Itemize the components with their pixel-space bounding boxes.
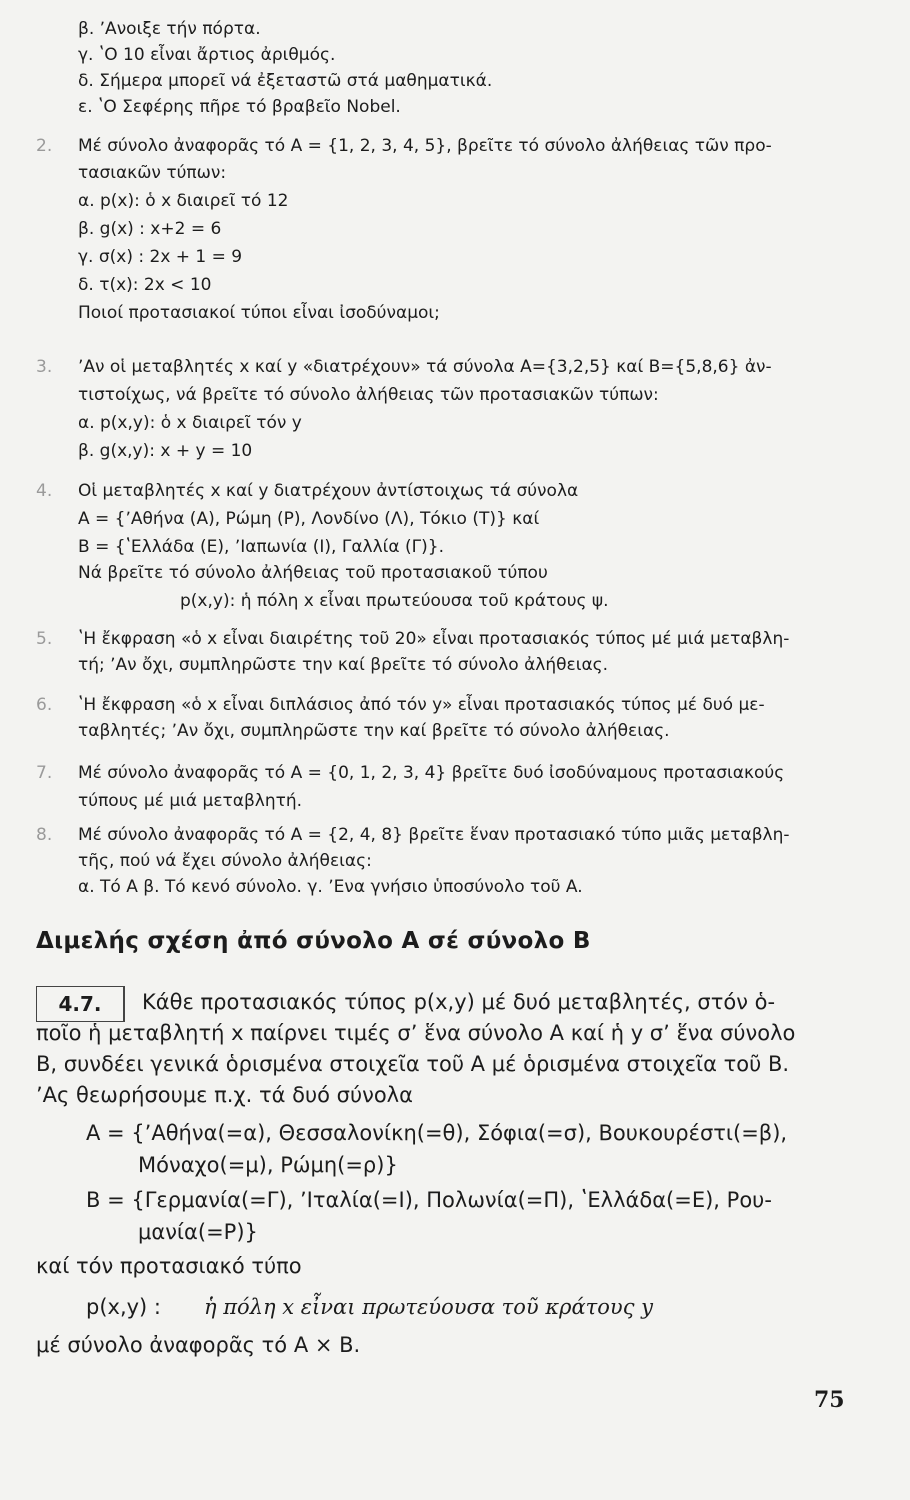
exercise-2-item-b: β. g(x) : x+2 = 6 (78, 219, 222, 239)
exercise-5-line: τή; ʼΑν ὄχι, συμπληρῶστε την καί βρεῖτε τό σύνολο ἀλήθειας. (78, 655, 609, 675)
section-heading: Διμελής σχέση ἀπό σύνολο A σέ σύνολο B (36, 928, 591, 954)
exercise-4-line: Οἱ μεταβλητές x καί y διατρέχουν ἀντίστοιχως τά σύνολα (78, 481, 579, 501)
exercise-2-line: Μέ σύνολο ἀναφορᾶς τό A = {1, 2, 3, 4, 5}, βρεῖτε τό σύνολο ἀλήθειας τῶν προ- (78, 136, 772, 156)
exercise-6-line: ταβλητές; ʼΑν ὄχι, συμπληρῶστε την καί βρεῖτε τό σύνολο ἀλήθειας. (78, 721, 670, 741)
exercise-8-options: α. Τό A β. Τό κενό σύνολο. γ. ʼΕνα γνήσιο ὑποσύνολο τοῦ A. (78, 877, 583, 897)
paragraph-line: Κάθε προτασιακός τύπος p(x,y) μέ δυό μεταβλητές, στόν ὁ- (142, 990, 776, 1014)
exercise-7-line: Μέ σύνολο ἀναφορᾶς τό A = {0, 1, 2, 3, 4} βρεῖτε δυό ἰσοδύναμους προτασιακούς (78, 763, 785, 783)
exercise-1-item-d: δ. Σήμερα μπορεῖ νά ἐξεταστῶ στά μαθηματικά. (78, 71, 493, 91)
exercise-6-line: ʽΗ ἔκφραση «ὁ x εἶναι διπλάσιος ἀπό τόν y» εἶναι προτασιακός τύπος μέ δυό με- (78, 695, 765, 715)
exercise-8-line: Μέ σύνολο ἀναφορᾶς τό A = {2, 4, 8} βρεῖτε ἕναν προτασιακό τύπο μιᾶς μεταβλη- (78, 825, 790, 845)
exercise-2-item-a: α. p(x): ὁ x διαιρεῖ τό 12 (78, 191, 289, 211)
exercise-4-formula: p(x,y): ἡ πόλη x εἶναι πρωτεύουσα τοῦ κράτους ψ. (180, 591, 609, 611)
exercise-5-number: 5. (36, 629, 53, 649)
paragraph-label-box (36, 986, 125, 1022)
exercise-3-line: ʼΑν οἱ μεταβλητές x καί y «διατρέχουν» τά σύνολα A={3,2,5} καί B={5,8,6} ἀν- (78, 357, 772, 377)
paragraph-line: B, συνδέει γενικά ὁρισμένα στοιχεῖα τοῦ A μέ ὁρισμένα στοιχεῖα τοῦ B. (36, 1052, 790, 1076)
exercise-2-item-g: γ. σ(x) : 2x + 1 = 9 (78, 247, 243, 267)
exercise-1-item-b: β. ʼΑνοιξε τήν πόρτα. (78, 19, 261, 39)
exercise-7-line: τύπους μέ μιά μεταβλητή. (78, 791, 303, 811)
exercise-3-item-b: β. g(x,y): x + y = 10 (78, 441, 253, 461)
set-a-continuation: Μόναχο(=μ), Ρώμη(=ρ)} (138, 1153, 398, 1177)
paragraph-label: 4.7. (58, 992, 102, 1016)
paragraph-line: καί τόν προτασιακό τύπο (36, 1254, 302, 1278)
exercise-7-number: 7. (36, 763, 53, 783)
exercise-2-line: τασιακῶν τύπων: (78, 163, 227, 183)
paragraph-last-line: μέ σύνολο ἀναφορᾶς τό A × B. (36, 1333, 361, 1357)
exercise-2-item-d: δ. τ(x): 2x < 10 (78, 275, 212, 295)
exercise-6-number: 6. (36, 695, 53, 715)
paragraph-line: ʼΑς θεωρήσουμε π.χ. τά δυό σύνολα (36, 1083, 413, 1107)
exercise-2-number: 2. (36, 136, 53, 156)
set-b-definition: B = {Γερμανία(=Γ), ʼΙταλία(=I), Πολωνία(=Π), ʽΕλλάδα(=E), Ρου- (86, 1188, 772, 1212)
exercise-4-set-b: B = {ʽΕλλάδα (E), ʼΙαπωνία (I), Γαλλία (Γ)}. (78, 537, 444, 557)
exercise-5-line: ʽΗ ἔκφραση «ὁ x εἶναι διαιρέτης τοῦ 20» εἶναι προτασιακός τύπος μέ μιά μεταβλη- (78, 629, 790, 649)
exercise-4-line: Νά βρεῖτε τό σύνολο ἀλήθειας τοῦ προτασιακοῦ τύπου (78, 563, 548, 583)
exercise-3-number: 3. (36, 357, 53, 377)
exercise-8-line: τῆς, πού νά ἔχει σύνολο ἀλήθειας: (78, 851, 372, 871)
exercise-3-item-a: α. p(x,y): ὁ x διαιρεῖ τόν y (78, 413, 302, 433)
exercise-2-question: Ποιοί προτασιακοί τύποι εἶναι ἰσοδύναμοι; (78, 303, 440, 323)
exercise-1-item-g: γ. ʽΟ 10 εἶναι ἄρτιος ἀριθμός. (78, 45, 336, 65)
paragraph-line: ποῖο ἡ μεταβλητή x παίρνει τιμές σʼ ἕνα σύνολο A καί ἡ y σʼ ἕνα σύνολο (36, 1021, 796, 1045)
set-a-definition: A = {ʼΑθήνα(=α), Θεσσαλονίκη(=θ), Σόφια(=σ), Βουκουρέστι(=β), (86, 1121, 788, 1145)
formula-left: p(x,y) : (86, 1295, 161, 1319)
set-b-continuation: μανία(=P)} (138, 1220, 258, 1244)
exercise-3-line: τιστοίχως, νά βρεῖτε τό σύνολο ἀλήθειας τῶν προτασιακῶν τύπων: (78, 385, 659, 405)
exercise-4-set-a: A = {ʼΑθήνα (A), Ρώμη (P), Λονδίνο (Λ), Τόκιο (T)} καί (78, 509, 540, 529)
page-number: 75 (814, 1387, 845, 1413)
formula-right: ἡ πόλη x εἶναι πρωτεύουσα τοῦ κράτους y (204, 1295, 653, 1319)
exercise-1-item-e: ε. ʽΟ Σεφέρης πῆρε τό βραβεῖο Nobel. (78, 97, 401, 117)
exercise-4-number: 4. (36, 481, 53, 501)
exercise-8-number: 8. (36, 825, 53, 845)
